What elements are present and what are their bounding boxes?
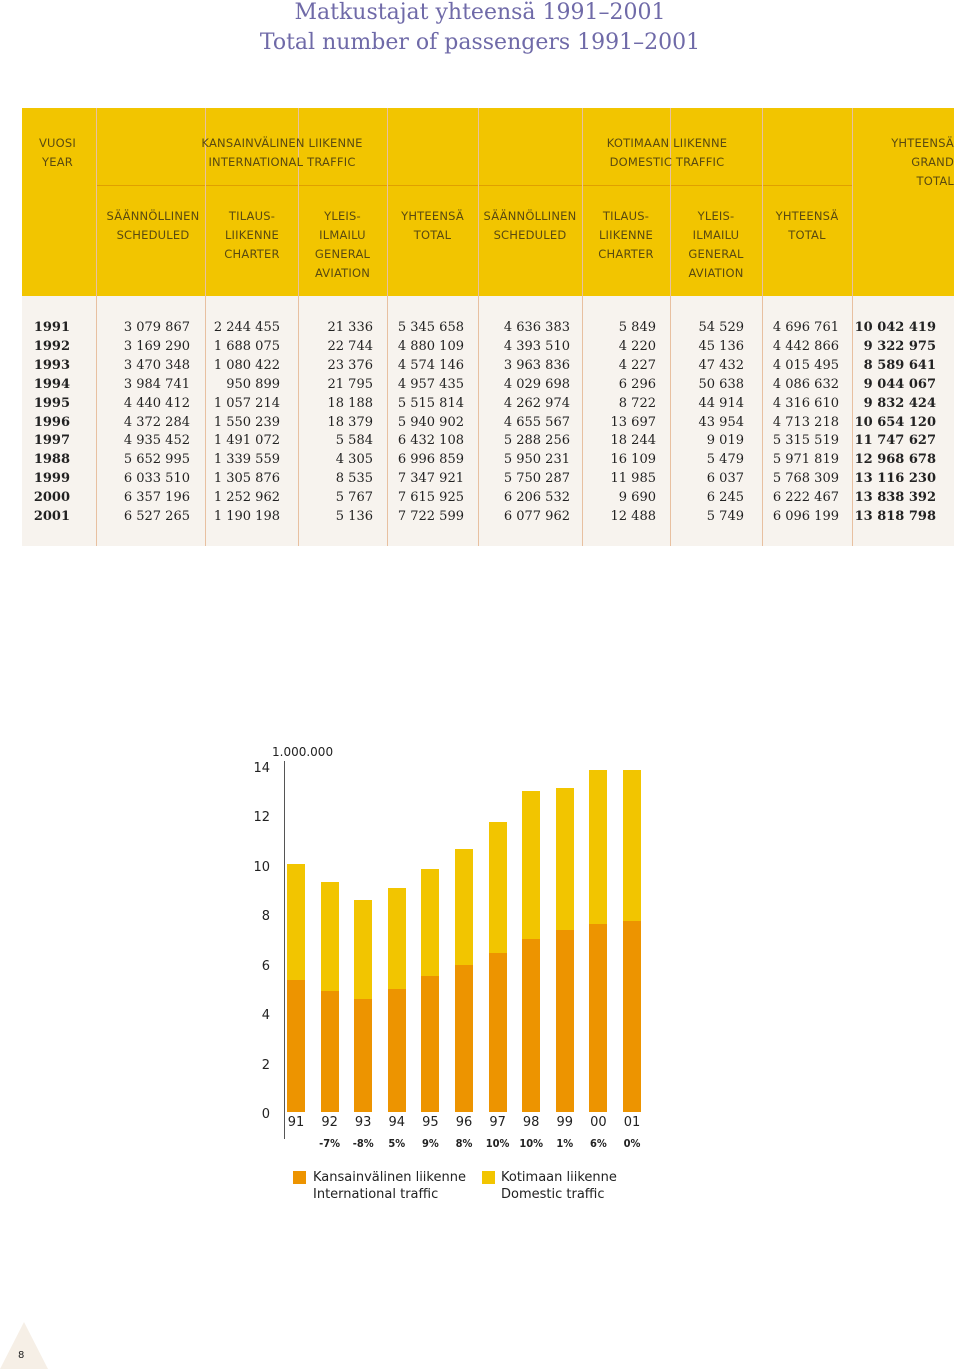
- header-domestic: KOTIMAAN LIIKENNE DOMESTIC TRAFFIC: [606, 136, 728, 169]
- header-int-charter: TILAUS- LIIKENNE CHARTER: [224, 209, 280, 261]
- cell-dom-total: 5 768 309: [772, 471, 839, 487]
- cell-dom-scheduled: 6 077 962: [503, 509, 570, 524]
- table-row: [22, 318, 954, 337]
- bar-international: [354, 999, 372, 1112]
- x-tick-label: 91: [287, 1115, 305, 1130]
- cell-int-scheduled: 5 652 995: [123, 452, 190, 468]
- cell-dom-general: 50 638: [698, 376, 744, 392]
- cell-grand-total: 13 818 798: [854, 509, 936, 524]
- cell-dom-total: 4 316 610: [772, 395, 839, 411]
- table-row: [22, 356, 954, 375]
- bar-domestic: [556, 788, 574, 931]
- change-label: 5%: [388, 1137, 406, 1150]
- page-title-fi: Matkustajat yhteensä 1991–2001: [294, 0, 666, 25]
- table-row: [22, 469, 954, 488]
- cell-dom-charter: 4 220: [618, 338, 656, 354]
- bar-international: [321, 991, 339, 1112]
- x-tick-label: 96: [455, 1115, 473, 1130]
- cell-year: 2001: [33, 509, 70, 524]
- cell-int-scheduled: 6 357 196: [123, 490, 190, 506]
- cell-dom-general: 54 529: [698, 320, 744, 335]
- change-label: 6%: [589, 1137, 607, 1150]
- x-tick-label: 93: [354, 1115, 372, 1130]
- change-label: 9%: [421, 1137, 439, 1150]
- cell-dom-scheduled: 5 750 287: [503, 471, 570, 487]
- cell-int-scheduled: 3 470 348: [123, 357, 190, 373]
- table-row: [22, 431, 954, 450]
- cell-int-total: 5 515 814: [397, 395, 464, 411]
- cell-dom-scheduled: 5 288 256: [503, 433, 570, 449]
- change-label: -7%: [319, 1137, 341, 1150]
- cell-year: 1995: [33, 395, 70, 411]
- cell-dom-scheduled: 4 636 383: [503, 320, 570, 335]
- header-dom-total: YHTEENSÄ TOTAL: [775, 209, 839, 242]
- cell-dom-scheduled: 4 029 698: [503, 376, 570, 392]
- bar-international: [556, 930, 574, 1112]
- bar-international: [589, 924, 607, 1112]
- cell-int-scheduled: 4 372 284: [123, 414, 190, 430]
- cell-dom-total: 5 315 519: [772, 433, 839, 449]
- header-int-scheduled: SÄÄNNÖLLINEN SCHEDULED: [106, 209, 200, 242]
- cell-int-charter: 1 688 075: [213, 338, 280, 354]
- x-tick-label: 92: [321, 1115, 338, 1130]
- header-dom-scheduled: SÄÄNNÖLLINEN SCHEDULED: [483, 209, 577, 242]
- change-label: 0%: [623, 1137, 641, 1150]
- cell-dom-charter: 5 849: [618, 320, 656, 335]
- cell-grand-total: 9 044 067: [863, 376, 936, 392]
- cell-int-general: 23 376: [327, 357, 373, 373]
- cell-int-general: 18 188: [327, 395, 373, 411]
- cell-dom-charter: 8 722: [618, 395, 656, 411]
- cell-year: 1991: [33, 320, 70, 335]
- header-int-total: YHTEENSÄ TOTAL: [401, 209, 464, 242]
- y-tick-label: 2: [261, 1057, 270, 1073]
- y-tick-label: 4: [261, 1008, 270, 1024]
- cell-dom-total: 6 222 467: [772, 490, 839, 506]
- cell-year: 1994: [33, 376, 70, 392]
- cell-dom-general: 44 914: [698, 395, 744, 411]
- cell-int-general: 21 795: [327, 376, 373, 392]
- bar-domestic: [287, 864, 305, 980]
- cell-int-total: 7 615 925: [397, 490, 464, 506]
- change-label: -8%: [352, 1137, 374, 1150]
- cell-int-general: 8 535: [335, 471, 373, 487]
- y-tick-label: 8: [261, 909, 270, 925]
- legend-label-domestic: Kotimaan liikenne Domestic traffic: [501, 1170, 617, 1202]
- bar-domestic: [321, 882, 339, 992]
- cell-dom-general: 47 432: [698, 357, 744, 373]
- table-row: [22, 507, 954, 526]
- cell-dom-charter: 9 690: [618, 490, 656, 506]
- cell-grand-total: 8 589 641: [863, 357, 936, 373]
- cell-int-charter: 1 080 422: [213, 357, 280, 373]
- cell-grand-total: 10 042 419: [854, 320, 936, 335]
- cell-grand-total: 13 838 392: [854, 490, 936, 506]
- cell-dom-general: 43 954: [698, 414, 744, 430]
- cell-dom-total: 4 696 761: [772, 320, 839, 335]
- cell-grand-total: 10 654 120: [854, 414, 936, 430]
- cell-grand-total: 11 747 627: [854, 433, 936, 449]
- cell-int-total: 4 574 146: [397, 357, 464, 373]
- cell-grand-total: 9 832 424: [863, 395, 936, 411]
- x-tick-label: 01: [623, 1115, 641, 1130]
- x-tick-label: 99: [556, 1115, 574, 1130]
- legend-swatch-international: [293, 1171, 306, 1184]
- cell-int-charter: 1 305 876: [213, 471, 280, 487]
- y-tick-label: 14: [253, 761, 270, 776]
- cell-dom-charter: 4 227: [618, 357, 656, 373]
- bar-domestic: [354, 900, 372, 999]
- cell-int-scheduled: 6 033 510: [123, 471, 190, 487]
- bar-domestic: [489, 822, 507, 953]
- cell-int-general: 5 136: [335, 509, 373, 524]
- cell-int-charter: 1 550 239: [213, 414, 280, 430]
- cell-dom-general: 9 019: [706, 433, 744, 449]
- bar-domestic: [589, 770, 607, 924]
- x-tick-label: 94: [388, 1115, 406, 1130]
- cell-int-total: 7 722 599: [397, 509, 464, 524]
- cell-int-total: 7 347 921: [397, 471, 464, 487]
- y-tick-label: 0: [261, 1107, 270, 1122]
- bar-domestic: [388, 888, 406, 989]
- cell-year: 1993: [33, 357, 70, 373]
- cell-dom-charter: 18 244: [610, 433, 656, 449]
- cell-grand-total: 9 322 975: [863, 338, 936, 354]
- cell-dom-charter: 13 697: [610, 414, 656, 430]
- cell-int-general: 5 584: [335, 433, 373, 449]
- bar-international: [522, 939, 540, 1112]
- cell-dom-charter: 11 985: [610, 471, 656, 487]
- cell-int-scheduled: 6 527 265: [123, 509, 190, 524]
- x-tick-label: 95: [422, 1115, 439, 1130]
- cell-int-charter: 2 244 455: [213, 320, 280, 335]
- cell-int-general: 22 744: [327, 338, 373, 354]
- cell-int-total: 5 940 902: [397, 414, 464, 430]
- cell-dom-general: 45 136: [698, 338, 744, 354]
- cell-int-charter: 1 252 962: [213, 490, 280, 506]
- cell-dom-general: 5 749: [706, 509, 744, 524]
- header-divider: [96, 185, 853, 186]
- passenger-table: [22, 108, 954, 546]
- cell-int-general: 5 767: [335, 490, 373, 506]
- y-tick-label: 10: [253, 859, 270, 875]
- cell-dom-scheduled: 3 963 836: [503, 357, 570, 373]
- passenger-chart: [236, 735, 706, 1215]
- page-number: 8: [18, 1350, 25, 1361]
- legend-swatch-domestic: [482, 1171, 495, 1184]
- header-dom-charter: TILAUS- LIIKENNE CHARTER: [598, 209, 654, 261]
- cell-int-scheduled: 4 935 452: [123, 433, 190, 449]
- cell-dom-general: 6 245: [706, 490, 744, 506]
- cell-dom-scheduled: 4 262 974: [503, 395, 570, 411]
- bar-international: [623, 921, 641, 1112]
- header-dom-general: YLEIS- ILMAILU GENERAL AVIATION: [688, 209, 744, 280]
- change-label: 1%: [556, 1137, 574, 1150]
- cell-int-scheduled: 3 984 741: [123, 376, 190, 392]
- bar-international: [421, 976, 439, 1112]
- table-row: [22, 488, 954, 507]
- cell-int-scheduled: 4 440 412: [123, 395, 190, 411]
- cell-dom-total: 4 015 495: [772, 357, 839, 373]
- cell-int-total: 6 996 859: [397, 452, 464, 468]
- table-row: [22, 375, 954, 394]
- cell-int-total: 6 432 108: [397, 433, 464, 449]
- header-int-general: YLEIS- ILMAILU GENERAL AVIATION: [314, 209, 371, 280]
- cell-int-scheduled: 3 169 290: [123, 338, 190, 354]
- header-international: KANSAINVÄLINEN LIIKENNE INTERNATIONAL TRAFFIC: [201, 136, 363, 169]
- x-tick-label: 00: [590, 1115, 607, 1130]
- cell-int-general: 18 379: [327, 414, 373, 430]
- cell-dom-scheduled: 4 393 510: [503, 338, 570, 354]
- cell-int-scheduled: 3 079 867: [123, 320, 190, 335]
- cell-int-charter: 1 057 214: [213, 395, 280, 411]
- change-label: 10%: [485, 1137, 510, 1150]
- cell-dom-charter: 6 296: [618, 376, 656, 392]
- cell-year: 2000: [33, 490, 70, 506]
- cell-year: 1996: [33, 414, 70, 430]
- change-label: 8%: [455, 1137, 473, 1150]
- cell-dom-charter: 12 488: [610, 509, 656, 524]
- cell-year: 1988: [33, 452, 70, 468]
- table-row: [22, 394, 954, 413]
- chart-unit-label: 1.000.000: [272, 745, 334, 759]
- cell-int-total: 4 957 435: [397, 376, 464, 392]
- cell-dom-scheduled: 6 206 532: [503, 490, 570, 506]
- change-label: 10%: [519, 1137, 544, 1150]
- x-tick-label: 98: [522, 1115, 540, 1130]
- cell-int-charter: 1 190 198: [213, 509, 280, 524]
- cell-year: 1999: [33, 471, 70, 487]
- cell-int-charter: 1 491 072: [213, 433, 280, 449]
- x-tick-label: 97: [489, 1115, 506, 1130]
- cell-int-general: 21 336: [327, 320, 373, 335]
- cell-dom-charter: 16 109: [610, 452, 656, 468]
- cell-int-charter: 1 339 559: [213, 452, 280, 468]
- table-row: [22, 337, 954, 356]
- cell-int-charter: 950 899: [226, 376, 280, 392]
- cell-dom-total: 6 096 199: [772, 509, 839, 524]
- bar-international: [455, 965, 473, 1112]
- cell-grand-total: 13 116 230: [854, 471, 936, 487]
- bar-domestic: [623, 770, 641, 921]
- cell-dom-total: 5 971 819: [772, 452, 839, 468]
- table-row: [22, 450, 954, 469]
- page-corner-mark: [0, 1322, 48, 1369]
- cell-int-total: 5 345 658: [397, 320, 464, 335]
- bar-domestic: [522, 791, 540, 939]
- legend-label-international: Kansainvälinen liikenne International traffic: [313, 1170, 466, 1202]
- cell-dom-total: 4 086 632: [772, 376, 839, 392]
- header-grand-total: YHTEENSÄ GRAND TOTAL: [891, 136, 954, 188]
- cell-grand-total: 12 968 678: [854, 452, 936, 468]
- bar-domestic: [421, 869, 439, 976]
- table-row: [22, 413, 954, 432]
- header-year: VUOSI YEAR: [38, 136, 77, 169]
- cell-int-total: 4 880 109: [397, 338, 464, 354]
- cell-dom-total: 4 442 866: [772, 338, 839, 354]
- bar-international: [287, 980, 305, 1112]
- cell-dom-scheduled: 4 655 567: [503, 414, 570, 430]
- cell-dom-scheduled: 5 950 231: [503, 452, 570, 468]
- cell-year: 1992: [33, 338, 70, 354]
- bar-domestic: [455, 849, 473, 965]
- bar-international: [388, 989, 406, 1112]
- cell-dom-general: 6 037: [706, 471, 744, 487]
- y-tick-label: 12: [253, 810, 270, 826]
- cell-dom-total: 4 713 218: [772, 414, 839, 430]
- y-tick-label: 6: [261, 958, 270, 974]
- cell-year: 1997: [33, 433, 70, 449]
- cell-dom-general: 5 479: [706, 452, 744, 468]
- page-title-en: Total number of passengers 1991–2001: [259, 30, 701, 55]
- y-axis-line: [284, 761, 285, 1139]
- cell-int-general: 4 305: [335, 452, 373, 468]
- bar-international: [489, 953, 507, 1112]
